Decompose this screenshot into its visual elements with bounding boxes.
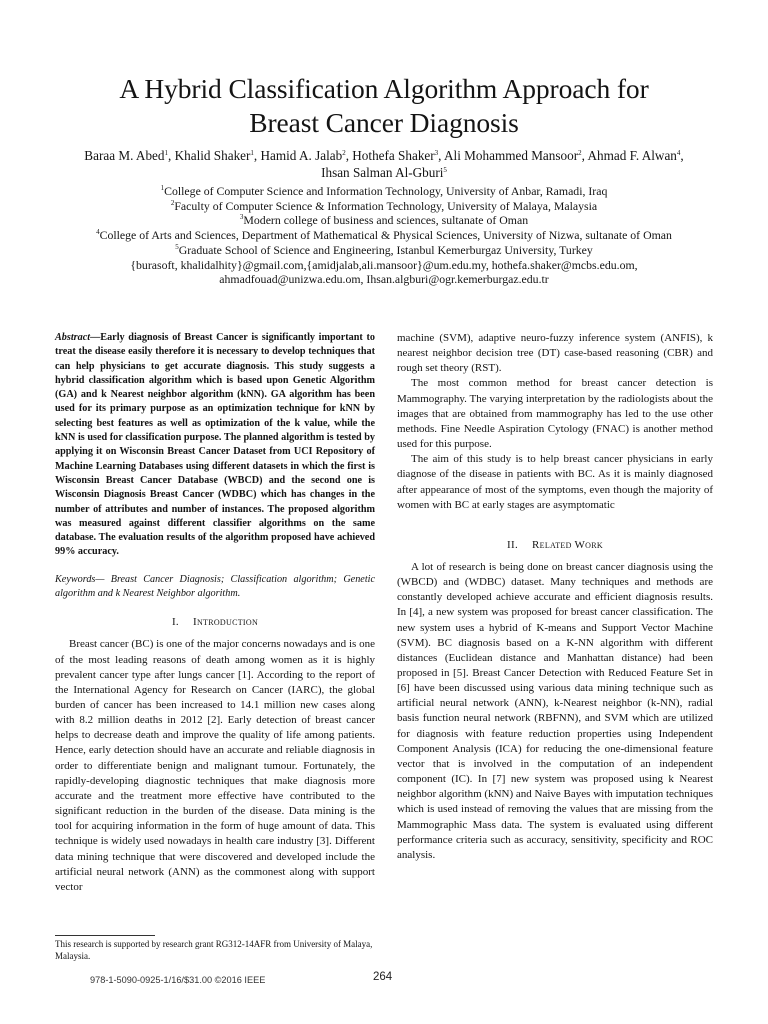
email-line-2: ahmadfouad@unizwa.edu.om, Ihsan.algburi@ogr.kemerburgaz.edu.tr (219, 272, 549, 287)
author-affil-mark: 4 (676, 149, 681, 157)
affiliation: $^5$Graduate School of Science and Engineering, Istanbul Kemerburgaz University, Turkey (175, 242, 593, 257)
section-heading-introduction: I. Introduction (171, 616, 259, 629)
author-name: , Ahmad F. Alwan (581, 148, 677, 163)
email-line-1: {burasoft, khalidalhity}@gmail.com,{amidjalab,ali.mansoor}@um.edu.my, hothefa.shaker@mcbs.edu.om, (130, 257, 638, 272)
title-line-2: Breast Cancer Diagnosis (249, 107, 519, 138)
right-column (397, 331, 713, 863)
author-line-1 (40, 147, 728, 164)
page-number: 264 (373, 971, 393, 983)
author-name: , Ali Mohammed Mansoor (438, 148, 579, 163)
author-affil-mark: 3 (434, 149, 439, 157)
isbn-footer: 978-1-5090-0925-1/16/$31.00 ©2016 IEEE (90, 975, 266, 985)
author-name: Ihsan Salman Al-Gburi (321, 165, 444, 180)
author-name: , Hamid A. Jalab (253, 148, 343, 163)
author-separator: , (680, 148, 684, 163)
author-affil-mark: 2 (342, 149, 346, 157)
affiliation: $^2$Faculty of Computer Science & Information Technology, University of Malaya, Malaysia (170, 198, 598, 213)
author-line-2 (40, 164, 728, 181)
paper-title (40, 72, 728, 140)
footnote-divider (55, 935, 155, 936)
left-column (55, 331, 375, 895)
intro-paragraph: The aim of this study is to help breast cancer physicians in early diagnose of the disease in patients with BC. As it is mainly diagnosed after appearance of most of the symptoms, even though the majority of women with BC at early stages are asymptomatic (397, 453, 713, 511)
affiliation: $^3$Modern college of business and sciences, sultanate of Oman (239, 213, 529, 228)
author-name: , Khalid Shaker (168, 148, 251, 163)
abstract-text: Early diagnosis of Breast Cancer is significantly important to treat the disease easily therefore it is necessary to develop techniques that can help physicians to get accurate diagnosis. This study suggests a hybrid classification algorithm which is based upon Genetic Algorithm (GA) and k Nearest neighbor algorithm (kNN). GA algorithm has been used for its primary purpose as an optimization technique for kNN by selecting best features as well as optimization of the k value, while the kNN is used for classification purpose. The planned algorithm is tested by applying it on Wisconsin Breast Cancer Dataset from UCI Repository of Machine Learning Databases using different datasets in which the first is Wisconsin Breast Cancer Database (WBCD) and the second one is Wisconsin Diagnosis Breast Cancer (WDBC) which has changes in the number of attributes and number of instances. The proposed algorithm was measured against different classifier algorithms on the same database. The evaluation results of the algorithm proposed have achieved 99% accuracy. (55, 332, 375, 558)
abstract: Abstract—Early diagnosis of Breast Cancer is significantly important to treat the disease easily therefore it is necessary to develop techniques that can help physicians to get accurate diagnosis. This study suggests a hybrid classification algorithm which is based upon Genetic Algorithm (GA) and k Nearest neighbor algorithm (kNN). GA algorithm has been used for its primary purpose as an optimization technique for kNN by selecting best features as well as optimization of the k value, while the kNN is used for classification purpose. The planned algorithm is tested by applying it on Wisconsin Breast Cancer Dataset from UCI Repository of Machine Learning Databases using different datasets in which the first is Wisconsin Breast Cancer Database (WBCD) and the second one is Wisconsin Diagnosis Breast Cancer (WDBC) which has changes in the number of attributes and number of instances. The proposed algorithm was measured against different classifier algorithms on the same database. The evaluation results of the algorithm proposed have achieved 99% accuracy. (55, 332, 375, 558)
intro-continuation: machine (SVM), adaptive neuro-fuzzy inference system (ANFIS), k nearest neighbor decision tree (DT) case-based reasoning (CBR) and rough set theory (RST). (397, 332, 713, 375)
intro-paragraph: Breast cancer (BC) is one of the major concerns nowadays and is one of the most leading reasons of death among women as it is highly prevalent cancer type after lungs cancer [1]. According to the report of the International Agency for Research on Cancer (IARC), the global burden of cancer has been increased to 14.1 million new cases along with 8.2 million deaths in 2012 [2]. Early detection of breast cancer helps to decrease death and improve the quality of life among patients. Hence, early detection should have an accurate and reliable diagnosis in order to differentiate benign and malignant tumour. Fortunately, the rapidly-developing diagnostic techniques that make diagnosis more accurate and the treatment more effective have contributed to the significant reduction in the burden of the disease. Data mining is the tool for acquiring information in the form of huge amount of data. This technique is widely used nowadays in health care industry [3]. Different data mining technique that were discovered and developed include the artificial neural network (ANN) as the commonest along with support vector (55, 638, 375, 893)
author-name: Baraa M. Abed (84, 148, 165, 163)
author-affil-mark: 1 (164, 149, 168, 157)
author-list (40, 147, 728, 181)
author-name: , Hothefa Shaker (345, 148, 435, 163)
title-line-1: A Hybrid Classification Algorithm Approach for (119, 73, 649, 104)
affiliation: $^1$College of Computer Science and Information Technology, University of Anbar, Ramadi, Iraq (160, 184, 608, 198)
author-affil-mark: 5 (443, 166, 447, 174)
affiliation: $^4$College of Arts and Sciences, Department of Mathematical & Physical Sciences, University of Nizwa, sultanate of Oman (96, 228, 672, 243)
affiliation-list (40, 184, 728, 287)
intro-paragraph: The most common method for breast cancer detection is Mammography. The varying interpretation by the radiologists about the images that are obtained from mammography has led to the use other methods. Fine Needle Aspiration Cytology (FNAC) is another method used for this purpose. (397, 377, 713, 451)
related-work-paragraph: A lot of research is being done on breast cancer diagnosis using the (WBCD) and (WDBC) dataset. Many techniques and methods are constantly developed achieve accurate and efficient diagnosis results. In [4], a new system was proposed for breast cancer classification. The new system uses a hybrid of K-means and Support Vector Machine (SVM). BC diagnosis based on a K-NN algorithm with different distances (Euclidean distance and Manhattan distance) had been proposed in [5]. Breast Cancer Detection with Reduced Feature Set in [6] have been discussed using various data mining technique such as artificial neural network (ANN), k-Nearest neighbor (k-NN), radial basis function neural network (RBFNN), and SVM which are utilized for diagnosis with feature reduction properties using Independent Component Analysis (ICA) for reducing the one-dimensional feature vector that is involved in the computation of an independent component (IC). In [7] new system was proposed using k Nearest neighbor algorithm (kNN) and Naive Bayes with imputation techniques which is used instead of removing the values that are missing from the Mammographic Mass data. The system is evaluated using different performance criteria such as accuracy, sensitivity, specificity and ROC analysis. (397, 560, 713, 861)
author-affil-mark: 2 (578, 149, 582, 157)
keywords: Keywords— Breast Cancer Diagnosis; Classification algorithm; Genetic algorithm and k Nearest Neighbor algorithm. (55, 573, 375, 600)
section-heading-related-work: II. Related Work (507, 538, 603, 551)
abstract-label: Abstract (55, 332, 91, 343)
funding-footnote: This research is supported by research grant RG312-14AFR from University of Malaya, Malaysia. (55, 939, 373, 961)
author-affil-mark: 1 (250, 149, 254, 157)
